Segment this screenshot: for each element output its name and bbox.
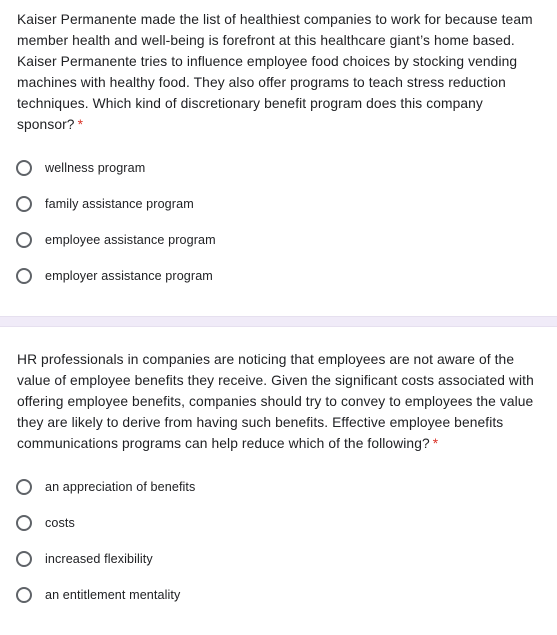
question-text [17, 9, 543, 135]
option-label: wellness program [45, 161, 146, 175]
question-text-content: HR professionals in companies are noticing that employees are not aware of the value of employee benefits they receive. Given the significant costs associated with offering employee benefits, companies should try to convey to employees the value they are likely to derive from having such benefits. Effective employee benefits communications programs can help reduce which of the following? [17, 352, 534, 451]
radio-option-increased-flexibility[interactable] [16, 548, 153, 570]
question-text [17, 349, 543, 454]
radio-option-family-assistance-program[interactable] [16, 193, 194, 215]
section-divider [0, 316, 557, 327]
option-label: employee assistance program [45, 233, 216, 247]
radio-option-employee-assistance-program[interactable] [16, 229, 216, 251]
option-label: costs [45, 516, 75, 530]
radio-button[interactable] [16, 232, 32, 248]
required-asterisk: * [432, 436, 439, 451]
radio-option-an-appreciation-of-benefits[interactable] [16, 476, 195, 498]
radio-button[interactable] [16, 268, 32, 284]
question-card-2 [0, 327, 557, 635]
option-label: family assistance program [45, 197, 194, 211]
question-card-1 [0, 0, 557, 316]
option-label: an entitlement mentality [45, 588, 181, 602]
option-label: increased flexibility [45, 552, 153, 566]
option-label: an appreciation of benefits [45, 480, 196, 494]
radio-button[interactable] [16, 160, 32, 176]
question-text-content: Kaiser Permanente made the list of healthiest companies to work for because team member health and well-being is forefront at this healthcare giant’s home based. Kaiser Permanente tries to influence employee food choices by stocking vending machines with healthy food. They also offer programs to teach stress reduction techniques. Which kind of discretionary benefit program does this company sponsor? [17, 12, 533, 132]
radio-button[interactable] [16, 196, 32, 212]
radio-button[interactable] [16, 479, 32, 495]
radio-option-an-entitlement-mentality[interactable] [16, 584, 180, 606]
option-label: employer assistance program [45, 269, 213, 283]
radio-button[interactable] [16, 551, 32, 567]
required-asterisk: * [77, 117, 84, 132]
radio-option-wellness-program[interactable] [16, 157, 145, 179]
radio-option-employer-assistance-program[interactable] [16, 265, 213, 287]
radio-option-costs[interactable] [16, 512, 75, 534]
radio-button[interactable] [16, 587, 32, 603]
radio-button[interactable] [16, 515, 32, 531]
